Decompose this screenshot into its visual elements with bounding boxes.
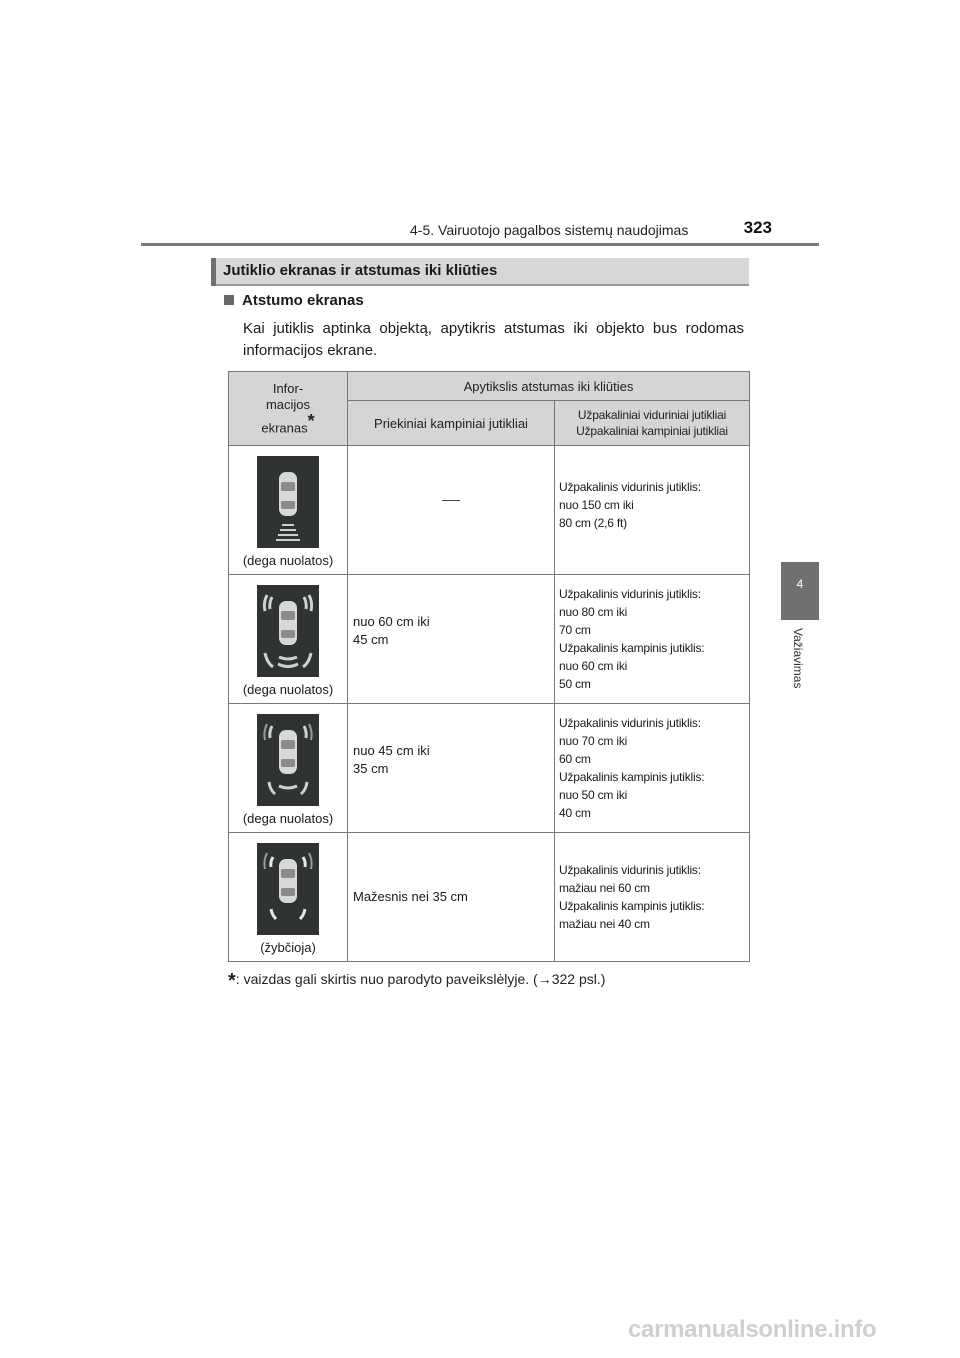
display-image-cell: [229, 446, 348, 575]
footnote-asterisk: *: [228, 970, 236, 992]
site-watermark: carmanualsonline.info: [628, 1316, 877, 1343]
footnote-text[interactable]: : vaizdas gali skirtis nuo parodyto paveikslėlyje. (→322 psl.): [235, 971, 606, 987]
sensor-display-icon: [257, 585, 319, 677]
front-values: nuo 60 cm iki 45 cm: [348, 575, 555, 704]
display-caption: (dega nuolatos): [242, 811, 334, 826]
header-approx-distance: Apytikslis atstumas iki kliūties: [348, 372, 750, 401]
intro-paragraph: Kai jutiklis aptinka objektą, apytikris atstumas iki objekto bus rodomas informacijos ekrane.: [243, 320, 744, 359]
rear-values: Užpakalinis vidurinis jutiklis: mažiau nei 60 cm Užpakalinis kampinis jutiklis: mažiau nei 40 cm: [555, 833, 750, 962]
sensor-display-icon: [257, 456, 319, 548]
sensor-display-icon: [257, 714, 319, 806]
front-value-empty: [348, 446, 555, 575]
chapter-label: Važiavimas: [791, 628, 805, 689]
subheading-text: Atstumo ekranas: [242, 292, 364, 309]
rear-values: Užpakalinis vidurinis jutiklis: nuo 150 cm iki 80 cm (2,6 ft): [555, 446, 750, 575]
rear-values: Užpakalinis vidurinis jutiklis: nuo 70 cm iki 60 cm Užpakalinis kampinis jutiklis: nuo 50 cm iki 40 cm: [555, 704, 750, 833]
table-row: [229, 704, 750, 833]
section-title: Jutiklio ekranas ir atstumas iki kliūties: [223, 262, 498, 279]
section-path: 4-5. Vairuotojo pagalbos sistemų naudojimas: [410, 222, 689, 238]
header-info-display: Infor- macijos ekranas*: [229, 372, 348, 446]
chapter-tab[interactable]: 4: [781, 562, 819, 620]
header-rear-sensors: Užpakaliniai viduriniai jutikliai Užpakaliniai kampiniai jutikliai: [555, 401, 750, 446]
subheading: [224, 292, 364, 309]
sensor-display-icon: [257, 843, 319, 935]
header-front-corner-sensors: Priekiniai kampiniai jutikliai: [348, 401, 555, 446]
square-bullet-icon: [224, 295, 234, 305]
display-caption: (dega nuolatos): [242, 553, 334, 568]
header-rule: [141, 243, 819, 246]
section-heading-bar: [211, 258, 749, 286]
display-caption: (dega nuolatos): [242, 682, 334, 697]
footnote: [228, 970, 605, 993]
asterisk: *: [307, 410, 315, 431]
rear-values: Užpakalinis vidurinis jutiklis: nuo 80 cm iki 70 cm Užpakalinis kampinis jutiklis: nuo 60 cm iki 50 cm: [555, 575, 750, 704]
display-caption: (žybčioja): [260, 940, 316, 955]
table-row: [229, 575, 750, 704]
running-head: [400, 218, 775, 242]
table-row: [229, 833, 750, 962]
display-image-cell: [229, 575, 348, 704]
page-number: 323: [743, 218, 772, 237]
display-image-cell: [229, 704, 348, 833]
em-dash: [442, 500, 460, 501]
front-values: nuo 45 cm iki 35 cm: [348, 704, 555, 833]
section-accent: [211, 258, 216, 286]
front-values: Mažesnis nei 35 cm: [348, 833, 555, 962]
table-row: [229, 446, 750, 575]
distance-table: [228, 371, 750, 962]
display-image-cell: [229, 833, 348, 962]
